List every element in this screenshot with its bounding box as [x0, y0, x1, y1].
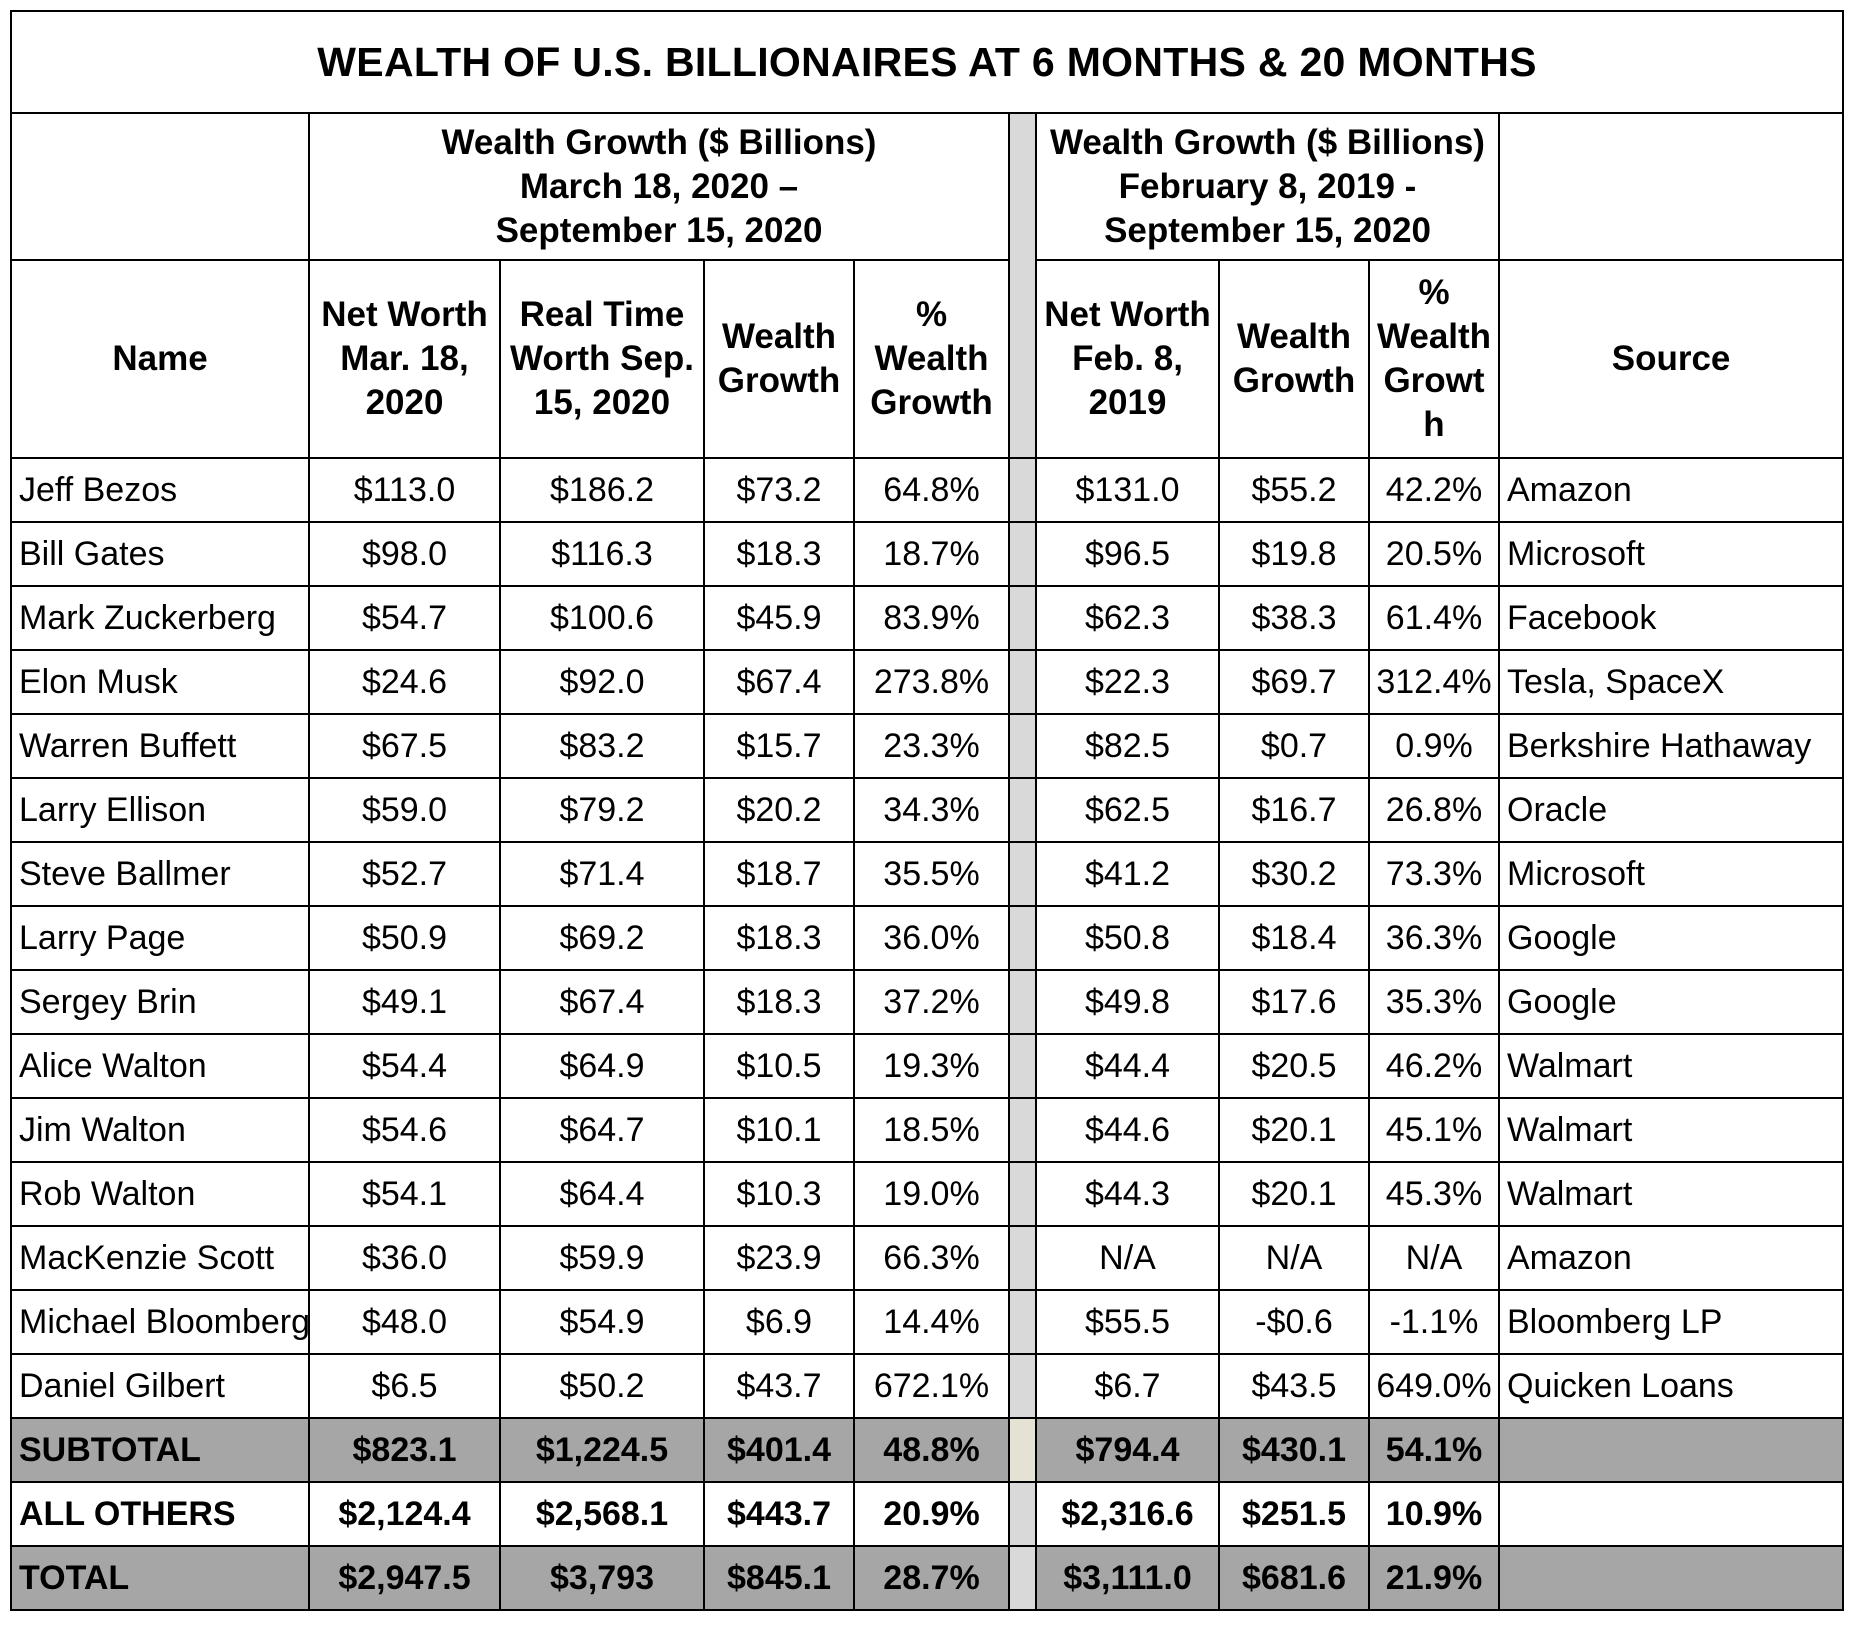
net-worth-mar-cell: $54.7	[309, 586, 500, 650]
pct-20m-cell: N/A	[1369, 1226, 1499, 1290]
net-worth-feb-cell: $22.3	[1036, 650, 1219, 714]
pct-6m-cell: 48.8%	[854, 1418, 1009, 1482]
net-worth-feb-cell: $6.7	[1036, 1354, 1219, 1418]
growth-20m-cell: $16.7	[1219, 778, 1369, 842]
group-header-line: Wealth Growth ($ Billions)	[441, 122, 877, 162]
table-body	[11, 458, 1843, 1610]
pct-6m-cell: 18.7%	[854, 522, 1009, 586]
name-cell: MacKenzie Scott	[11, 1226, 309, 1290]
net-worth-feb-cell: N/A	[1036, 1226, 1219, 1290]
name-cell: Michael Bloomberg	[11, 1290, 309, 1354]
group-header-blank-left	[11, 113, 309, 260]
source-cell: Microsoft	[1499, 842, 1843, 906]
column-separator	[1009, 842, 1036, 906]
source-cell: Amazon	[1499, 458, 1843, 522]
header-line: %	[1418, 273, 1450, 312]
pct-20m-cell: -1.1%	[1369, 1290, 1499, 1354]
table-row	[11, 586, 1843, 650]
column-separator	[1009, 1098, 1036, 1162]
net-worth-feb-cell: $44.3	[1036, 1162, 1219, 1226]
pct-20m-cell: 26.8%	[1369, 778, 1499, 842]
name-cell: Elon Musk	[11, 650, 309, 714]
column-separator	[1009, 1482, 1036, 1546]
real-time-sep-cell: $79.2	[500, 778, 704, 842]
real-time-sep-cell: $71.4	[500, 842, 704, 906]
pct-20m-cell: 10.9%	[1369, 1482, 1499, 1546]
name-cell: Larry Page	[11, 906, 309, 970]
net-worth-mar-cell: $67.5	[309, 714, 500, 778]
name-cell: SUBTOTAL	[11, 1418, 309, 1482]
header-line: Mar. 18,	[340, 339, 469, 378]
header-line: Net Worth	[321, 295, 488, 334]
column-separator	[1009, 113, 1036, 458]
pct-20m-cell: 54.1%	[1369, 1418, 1499, 1482]
header-line: Wealth	[1236, 317, 1352, 356]
growth-20m-cell: $18.4	[1219, 906, 1369, 970]
summary-row	[11, 1482, 1843, 1546]
real-time-sep-cell: $67.4	[500, 970, 704, 1034]
header-line: Wealth	[874, 339, 989, 378]
name-cell: Bill Gates	[11, 522, 309, 586]
growth-20m-cell: $0.7	[1219, 714, 1369, 778]
column-separator	[1009, 1290, 1036, 1354]
column-header-pct-6m	[854, 260, 1009, 458]
name-cell: Steve Ballmer	[11, 842, 309, 906]
table-row	[11, 1162, 1843, 1226]
growth-20m-cell: $43.5	[1219, 1354, 1369, 1418]
growth-20m-cell: $20.1	[1219, 1162, 1369, 1226]
name-cell: Jeff Bezos	[11, 458, 309, 522]
pct-20m-cell: 21.9%	[1369, 1546, 1499, 1610]
pct-20m-cell: 649.0%	[1369, 1354, 1499, 1418]
net-worth-mar-cell: $59.0	[309, 778, 500, 842]
source-cell: Berkshire Hathaway	[1499, 714, 1843, 778]
net-worth-mar-cell: $113.0	[309, 458, 500, 522]
header-line: Wealth	[721, 317, 837, 356]
group-header-line: March 18, 2020 –	[519, 166, 799, 206]
pct-20m-cell: 42.2%	[1369, 458, 1499, 522]
name-cell: Rob Walton	[11, 1162, 309, 1226]
header-line: Growth	[1232, 361, 1356, 400]
growth-20m-cell: $19.8	[1219, 522, 1369, 586]
group-header-line: Wealth Growth ($ Billions)	[1050, 122, 1485, 162]
table-row	[11, 906, 1843, 970]
name-cell: ALL OTHERS	[11, 1482, 309, 1546]
growth-6m-cell: $43.7	[704, 1354, 854, 1418]
table-row	[11, 1290, 1843, 1354]
growth-6m-cell: $73.2	[704, 458, 854, 522]
net-worth-mar-cell: $6.5	[309, 1354, 500, 1418]
growth-20m-cell: $20.5	[1219, 1034, 1369, 1098]
real-time-sep-cell: $92.0	[500, 650, 704, 714]
growth-20m-cell: $38.3	[1219, 586, 1369, 650]
header-line: h	[1423, 405, 1445, 444]
header-line: 15, 2020	[533, 383, 671, 422]
real-time-sep-cell: $54.9	[500, 1290, 704, 1354]
net-worth-feb-cell: $3,111.0	[1036, 1546, 1219, 1610]
real-time-sep-cell: $186.2	[500, 458, 704, 522]
real-time-sep-cell: $2,568.1	[500, 1482, 704, 1546]
real-time-sep-cell: $64.7	[500, 1098, 704, 1162]
net-worth-feb-cell: $2,316.6	[1036, 1482, 1219, 1546]
pct-20m-cell: 312.4%	[1369, 650, 1499, 714]
growth-6m-cell: $15.7	[704, 714, 854, 778]
column-separator	[1009, 1546, 1036, 1610]
growth-6m-cell: $23.9	[704, 1226, 854, 1290]
group-header-blank-right	[1499, 113, 1843, 260]
growth-6m-cell: $18.3	[704, 522, 854, 586]
growth-6m-cell: $67.4	[704, 650, 854, 714]
growth-6m-cell: $6.9	[704, 1290, 854, 1354]
pct-6m-cell: 36.0%	[854, 906, 1009, 970]
pct-6m-cell: 672.1%	[854, 1354, 1009, 1418]
column-separator	[1009, 586, 1036, 650]
header-line: Growt	[1383, 361, 1485, 400]
growth-20m-cell: $681.6	[1219, 1546, 1369, 1610]
summary-row	[11, 1418, 1843, 1482]
growth-20m-cell: $17.6	[1219, 970, 1369, 1034]
pct-20m-cell: 45.1%	[1369, 1098, 1499, 1162]
net-worth-mar-cell: $24.6	[309, 650, 500, 714]
column-separator	[1009, 1226, 1036, 1290]
table-row	[11, 842, 1843, 906]
column-header-growth-20m	[1219, 260, 1369, 458]
source-cell: Oracle	[1499, 778, 1843, 842]
growth-20m-cell: $20.1	[1219, 1098, 1369, 1162]
pct-6m-cell: 273.8%	[854, 650, 1009, 714]
net-worth-mar-cell: $2,947.5	[309, 1546, 500, 1610]
net-worth-feb-cell: $49.8	[1036, 970, 1219, 1034]
billionaire-wealth-table-container	[10, 10, 1842, 1611]
net-worth-feb-cell: $50.8	[1036, 906, 1219, 970]
table-title: WEALTH OF U.S. BILLIONAIRES AT 6 MONTHS & 20 MONTHS	[11, 11, 1843, 113]
name-cell: TOTAL	[11, 1546, 309, 1610]
table-row	[11, 1354, 1843, 1418]
name-cell: Jim Walton	[11, 1098, 309, 1162]
header-line: Net Worth	[1044, 295, 1211, 334]
column-separator	[1009, 906, 1036, 970]
table-row	[11, 650, 1843, 714]
pct-6m-cell: 23.3%	[854, 714, 1009, 778]
group-header-six-month	[309, 113, 1009, 260]
real-time-sep-cell: $3,793	[500, 1546, 704, 1610]
source-cell: Tesla, SpaceX	[1499, 650, 1843, 714]
column-separator	[1009, 714, 1036, 778]
pct-6m-cell: 83.9%	[854, 586, 1009, 650]
growth-6m-cell: $845.1	[704, 1546, 854, 1610]
real-time-sep-cell: $116.3	[500, 522, 704, 586]
growth-20m-cell: $30.2	[1219, 842, 1369, 906]
billionaire-wealth-table	[10, 10, 1844, 1611]
column-separator	[1009, 778, 1036, 842]
header-line: Growth	[717, 361, 841, 400]
pct-6m-cell: 35.5%	[854, 842, 1009, 906]
net-worth-feb-cell: $44.6	[1036, 1098, 1219, 1162]
pct-20m-cell: 73.3%	[1369, 842, 1499, 906]
column-header-net-worth-feb	[1036, 260, 1219, 458]
name-cell: Daniel Gilbert	[11, 1354, 309, 1418]
column-separator	[1009, 1354, 1036, 1418]
real-time-sep-cell: $69.2	[500, 906, 704, 970]
real-time-sep-cell: $59.9	[500, 1226, 704, 1290]
net-worth-feb-cell: $131.0	[1036, 458, 1219, 522]
header-line: Wealth	[1376, 317, 1492, 356]
growth-6m-cell: $10.5	[704, 1034, 854, 1098]
pct-6m-cell: 18.5%	[854, 1098, 1009, 1162]
table-row	[11, 458, 1843, 522]
real-time-sep-cell: $1,224.5	[500, 1418, 704, 1482]
net-worth-mar-cell: $48.0	[309, 1290, 500, 1354]
header-line: Feb. 8,	[1072, 339, 1183, 378]
source-cell	[1499, 1418, 1843, 1482]
pct-20m-cell: 35.3%	[1369, 970, 1499, 1034]
column-header-source	[1499, 260, 1843, 458]
table-row	[11, 778, 1843, 842]
source-cell: Walmart	[1499, 1098, 1843, 1162]
net-worth-mar-cell: $98.0	[309, 522, 500, 586]
group-header-line: September 15, 2020	[1104, 210, 1431, 250]
column-separator	[1009, 1162, 1036, 1226]
growth-20m-cell: $251.5	[1219, 1482, 1369, 1546]
growth-20m-cell: N/A	[1219, 1226, 1369, 1290]
name-cell: Sergey Brin	[11, 970, 309, 1034]
net-worth-feb-cell: $62.5	[1036, 778, 1219, 842]
source-cell: Bloomberg LP	[1499, 1290, 1843, 1354]
source-cell: Google	[1499, 906, 1843, 970]
growth-6m-cell: $45.9	[704, 586, 854, 650]
column-header-real-time-sep	[500, 260, 704, 458]
net-worth-mar-cell: $49.1	[309, 970, 500, 1034]
table-row	[11, 522, 1843, 586]
net-worth-mar-cell: $52.7	[309, 842, 500, 906]
pct-6m-cell: 19.3%	[854, 1034, 1009, 1098]
group-header-line: February 8, 2019 -	[1118, 166, 1417, 206]
pct-20m-cell: 46.2%	[1369, 1034, 1499, 1098]
growth-20m-cell: $55.2	[1219, 458, 1369, 522]
header-line: Growth	[870, 383, 993, 422]
header-line: 2019	[1088, 383, 1167, 422]
column-header-growth-6m	[704, 260, 854, 458]
header-line: Real Time	[519, 295, 685, 334]
pct-20m-cell: 45.3%	[1369, 1162, 1499, 1226]
column-separator	[1009, 650, 1036, 714]
net-worth-mar-cell: $823.1	[309, 1418, 500, 1482]
pct-20m-cell: 61.4%	[1369, 586, 1499, 650]
growth-6m-cell: $18.3	[704, 970, 854, 1034]
net-worth-feb-cell: $55.5	[1036, 1290, 1219, 1354]
growth-6m-cell: $20.2	[704, 778, 854, 842]
net-worth-feb-cell: $794.4	[1036, 1418, 1219, 1482]
table-row	[11, 1226, 1843, 1290]
source-cell: Google	[1499, 970, 1843, 1034]
column-header-name	[11, 260, 309, 458]
growth-6m-cell: $18.3	[704, 906, 854, 970]
header-line: %	[915, 295, 948, 334]
column-separator	[1009, 1034, 1036, 1098]
source-cell: Walmart	[1499, 1034, 1843, 1098]
net-worth-feb-cell: $82.5	[1036, 714, 1219, 778]
header-line: Name	[112, 339, 208, 378]
table-row	[11, 714, 1843, 778]
growth-6m-cell: $10.1	[704, 1098, 854, 1162]
pct-6m-cell: 28.7%	[854, 1546, 1009, 1610]
summary-row	[11, 1546, 1843, 1610]
growth-6m-cell: $443.7	[704, 1482, 854, 1546]
growth-20m-cell: $69.7	[1219, 650, 1369, 714]
real-time-sep-cell: $100.6	[500, 586, 704, 650]
column-separator	[1009, 522, 1036, 586]
source-cell	[1499, 1546, 1843, 1610]
growth-20m-cell: $430.1	[1219, 1418, 1369, 1482]
pct-6m-cell: 34.3%	[854, 778, 1009, 842]
source-cell: Microsoft	[1499, 522, 1843, 586]
name-cell: Alice Walton	[11, 1034, 309, 1098]
source-cell: Quicken Loans	[1499, 1354, 1843, 1418]
pct-6m-cell: 64.8%	[854, 458, 1009, 522]
net-worth-feb-cell: $62.3	[1036, 586, 1219, 650]
real-time-sep-cell: $83.2	[500, 714, 704, 778]
growth-20m-cell: -$0.6	[1219, 1290, 1369, 1354]
source-cell: Facebook	[1499, 586, 1843, 650]
name-cell: Warren Buffett	[11, 714, 309, 778]
real-time-sep-cell: $64.9	[500, 1034, 704, 1098]
growth-6m-cell: $401.4	[704, 1418, 854, 1482]
real-time-sep-cell: $64.4	[500, 1162, 704, 1226]
name-cell: Mark Zuckerberg	[11, 586, 309, 650]
pct-20m-cell: 20.5%	[1369, 522, 1499, 586]
pct-6m-cell: 37.2%	[854, 970, 1009, 1034]
column-header-net-worth-mar	[309, 260, 500, 458]
growth-6m-cell: $18.7	[704, 842, 854, 906]
source-cell: Amazon	[1499, 1226, 1843, 1290]
pct-20m-cell: 36.3%	[1369, 906, 1499, 970]
table-row	[11, 970, 1843, 1034]
net-worth-mar-cell: $54.6	[309, 1098, 500, 1162]
pct-20m-cell: 0.9%	[1369, 714, 1499, 778]
net-worth-feb-cell: $96.5	[1036, 522, 1219, 586]
column-header-pct-20m	[1369, 260, 1499, 458]
group-header-twenty-month	[1036, 113, 1499, 260]
column-separator	[1009, 1418, 1036, 1482]
growth-6m-cell: $10.3	[704, 1162, 854, 1226]
net-worth-mar-cell: $54.1	[309, 1162, 500, 1226]
net-worth-mar-cell: $2,124.4	[309, 1482, 500, 1546]
group-header-line: September 15, 2020	[495, 210, 823, 250]
net-worth-feb-cell: $44.4	[1036, 1034, 1219, 1098]
pct-6m-cell: 19.0%	[854, 1162, 1009, 1226]
pct-6m-cell: 66.3%	[854, 1226, 1009, 1290]
net-worth-feb-cell: $41.2	[1036, 842, 1219, 906]
pct-6m-cell: 20.9%	[854, 1482, 1009, 1546]
header-line: Source	[1611, 339, 1731, 378]
pct-6m-cell: 14.4%	[854, 1290, 1009, 1354]
source-cell	[1499, 1482, 1843, 1546]
header-line: Worth Sep.	[509, 339, 695, 378]
header-line: 2020	[365, 383, 444, 422]
real-time-sep-cell: $50.2	[500, 1354, 704, 1418]
net-worth-mar-cell: $54.4	[309, 1034, 500, 1098]
name-cell: Larry Ellison	[11, 778, 309, 842]
net-worth-mar-cell: $36.0	[309, 1226, 500, 1290]
column-separator	[1009, 458, 1036, 522]
table-row	[11, 1098, 1843, 1162]
net-worth-mar-cell: $50.9	[309, 906, 500, 970]
table-row	[11, 1034, 1843, 1098]
source-cell: Walmart	[1499, 1162, 1843, 1226]
column-separator	[1009, 970, 1036, 1034]
